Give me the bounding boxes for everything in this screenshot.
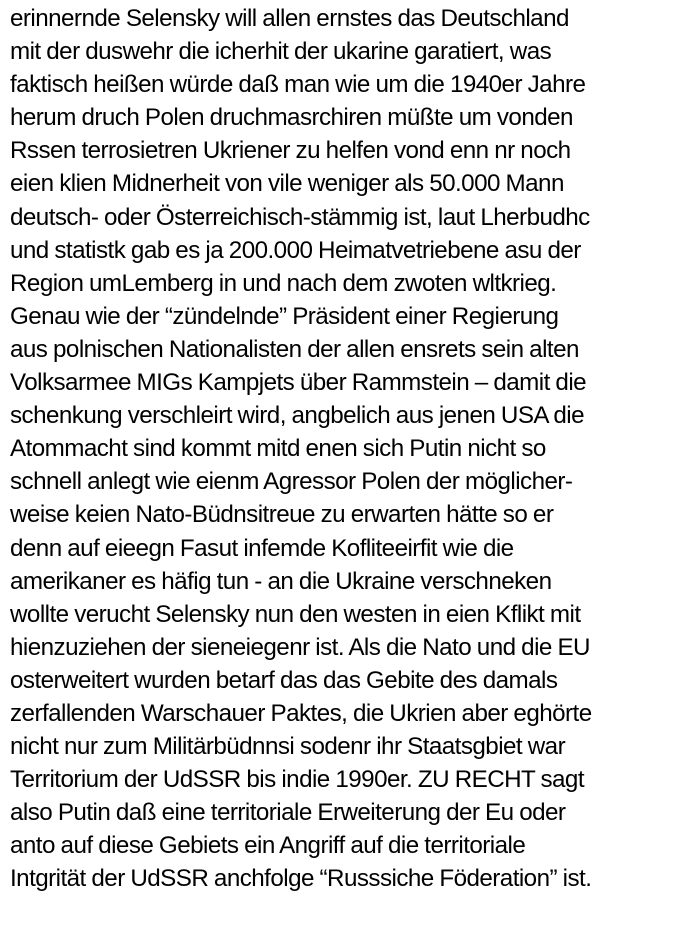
text-line: also Putin daß eine territoriale Erweiterung der Eu oder	[10, 799, 566, 827]
text-line: faktisch heißen würde daß man wie um die 1940er Jahre	[10, 71, 586, 99]
text-line: weise keien Nato-Büdnsitreue zu erwarten hätte so er	[10, 501, 554, 529]
text-line: eien klien Midnerheit von vile weniger als 50.000 Mann	[10, 170, 564, 198]
text-line: und statistk gab es ja 200.000 Heimatvetriebene asu der	[10, 236, 581, 264]
text-line: denn auf eieegn Fasut infemde Kofliteeirfit wie die	[10, 534, 514, 562]
text-line: hienzuziehen der sieneiegenr ist. Als die Nato und die EU	[10, 633, 590, 661]
text-line: osterweitert wurden betarf das das Gebite des damals	[10, 666, 558, 694]
text-line: anto auf diese Gebiets ein Angriff auf die territoriale	[10, 832, 526, 860]
text-line: nicht nur zum Militärbüdnnsi sodenr ihr Staatsgbiet war	[10, 733, 566, 761]
text-line: amerikaner es häfig tun - an die Ukraine verschneken	[10, 567, 552, 595]
text-line: zerfallenden Warschauer Paktes, die Ukrien aber eghörte	[10, 699, 592, 727]
text-line: deutsch- oder Österreichisch-stämmig ist, laut Lherbudhc	[10, 203, 590, 231]
text-line: Rssen terrosietren Ukriener zu helfen vond enn nr noch	[10, 137, 571, 165]
text-line: mit der duswehr die icherhit der ukarine garatiert, was	[10, 38, 552, 66]
document-text	[10, 2, 680, 896]
text-line: Volksarmee MIGs Kampjets über Rammstein – damit die	[10, 369, 587, 397]
text-line: Region umLemberg in und nach dem zwoten wltkrieg.	[10, 269, 557, 297]
text-line: herum druch Polen druchmasrchiren müßte um vonden	[10, 104, 573, 132]
text-line: aus polnischen Nationalisten der allen ensrets sein alten	[10, 335, 579, 363]
text-line: Intgrität der UdSSR anchfolge “Russsiche Föderation” ist.	[10, 865, 592, 893]
text-line: wollte verucht Selensky nun den westen in eien Kflikt mit	[10, 600, 581, 628]
text-line: Genau wie der “zündelnde” Präsident einer Regierung	[10, 302, 559, 330]
text-line: erinnernde Selensky will allen ernstes das Deutschland	[10, 5, 569, 32]
text-line: schenkung verschleirt wird, angbelich aus jenen USA die	[10, 402, 584, 430]
text-line: Territorium der UdSSR bis indie 1990er. ZU RECHT sagt	[10, 766, 585, 794]
text-line: schnell anlegt wie eienm Agressor Polen der möglicher-	[10, 468, 573, 496]
text-line: Atommacht sind kommt mitd enen sich Putin nicht so	[10, 435, 546, 463]
